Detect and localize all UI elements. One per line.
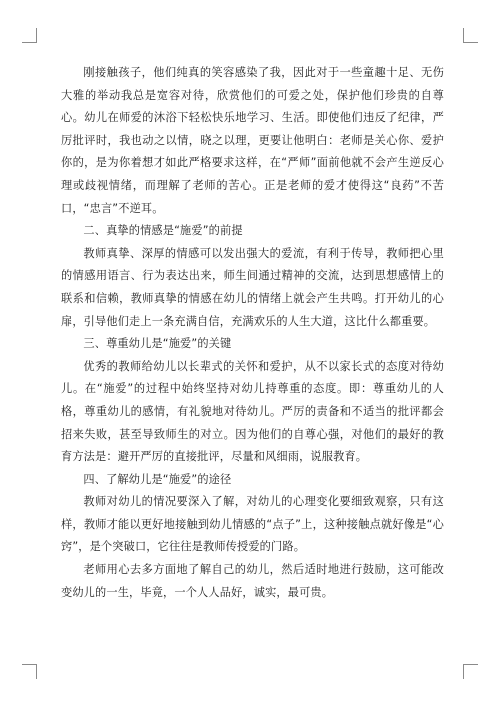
crop-mark-top-left (22, 28, 37, 43)
document-body (61, 62, 444, 604)
section-heading-2: 二、真挚的情感是“施爱”的前提 (83, 224, 243, 238)
paragraph-sincere-emotion: 教师真挚、深厚的情感可以发出强大的爱流，有利于传导，教师把心里的情感用语言、行为表达出来，师生间通过精神的交流，达到思想感情上的联系和信赖，教师真挚的情感在幼儿的情绪上就会产生共鸣。打开幼儿的心扉，引导他们走上一条充满自信，充满欢乐的人生大道，这比什么都重要。 (61, 246, 444, 328)
paragraph-respect: 优秀的教师给幼儿以长辈式的关怀和爱护，从不以家长式的态度对待幼儿。在“施爱”的过程中始终坚持对幼儿持尊重的态度。即：尊重幼儿的人格，尊重幼儿的感情，有礼貌地对待幼儿。严厉的责备和不适当的批评都会招来失败，甚至导致师生的对立。因为他们的自尊心强，对他们的最好的教育方法是：避开严厉的直接批评，尽量和风细雨，说服教育。 (61, 359, 444, 464)
paragraph-closing: 老师用心去多方面地了解自己的幼儿，然后适时地进行鼓励，这可能改变幼儿的一生，毕竟，一个人人品好，诚实，最可贵。 (61, 563, 444, 599)
section-heading-3: 三、尊重幼儿是“施爱”的关键 (83, 337, 232, 351)
crop-mark-bottom-right (463, 664, 478, 679)
paragraph-understanding: 教师对幼儿的情况要深入了解，对幼儿的心理变化要细致观察，只有这样，教师才能以更好地接触到幼儿情感的“点子”上，这种接触点就好像是“心窍”，是个突破口，它往往是教师传授爱的门路。 (61, 495, 444, 554)
crop-mark-bottom-left (22, 664, 37, 679)
paragraph-intro: 刚接触孩子，他们纯真的笑容感染了我，因此对于一些童趣十足、无伤大雅的举动我总是宽容对待，欣赏他们的可爱之处，保护他们珍贵的自尊心。幼儿在师爱的沐浴下轻松快乐地学习、生活。即使他们违反了纪律，严厉批评时，我也动之以情，晓之以理，更要让他明白：老师是关心你、爱护你的，是为你着想才如此严格要求这样，在“严师”面前他就不会产生逆反心理或歧视情绪，而理解了老师的苦心。正是老师的爱才使得这“良药”不苦口，“忠言”不逆耳。 (61, 66, 444, 215)
section-heading-4: 四、了解幼儿是“施爱”的途径 (83, 472, 232, 486)
crop-mark-top-right (463, 28, 478, 43)
